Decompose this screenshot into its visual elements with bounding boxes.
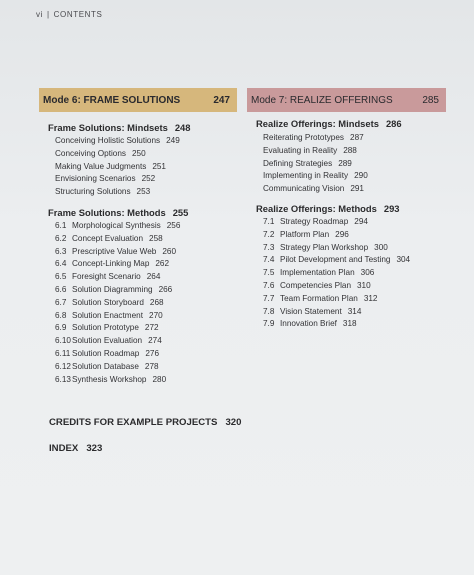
toc-entry [263, 318, 445, 331]
entry-page: 306 [360, 268, 375, 278]
mode7-mindsets-heading [256, 118, 445, 129]
entry-label: Team Formation Plan [280, 293, 358, 303]
mode6-methods-title: Frame Solutions: Methods [48, 206, 166, 218]
entry-page: 272 [144, 323, 159, 333]
entry-label: Solution Roadmap [72, 348, 140, 358]
toc-entry [263, 145, 445, 158]
entry-page: 250 [132, 148, 146, 158]
toc-entry [55, 220, 237, 233]
mode6-mindsets-page: 248 [174, 122, 191, 133]
toc-entry [55, 284, 237, 297]
entry-page: 258 [149, 233, 163, 243]
toc-entry [263, 170, 445, 183]
entry-label: Reiterating Prototypes [263, 133, 345, 142]
toc-entry [55, 310, 237, 323]
credits-entry [49, 417, 241, 428]
toc-entry [55, 271, 237, 284]
entry-label: Communicating Vision [263, 184, 345, 194]
entry-page: 253 [136, 187, 151, 197]
entry-page: 252 [141, 174, 156, 184]
entry-label: Evaluating in Reality [263, 145, 338, 155]
entry-label: Defining Strategies [263, 158, 333, 168]
entry-label: Conceiving Options [55, 148, 126, 158]
entry-page: 262 [155, 259, 170, 269]
toc-entry [263, 254, 445, 267]
mode7-banner [247, 88, 446, 112]
mode7-methods-heading [256, 203, 445, 214]
mode6-column [39, 88, 237, 386]
credits-page: 320 [225, 417, 242, 428]
entry-number: 7.6 [263, 280, 275, 290]
toc-entry [263, 293, 445, 306]
toc-entry [55, 161, 237, 174]
entry-number: 7.8 [263, 306, 275, 316]
mode7-title: Mode 7: REALIZE OFFERINGS [251, 94, 393, 106]
mode6-methods-list [55, 220, 237, 386]
entry-page: 266 [158, 284, 173, 294]
entry-number: 6.8 [55, 310, 67, 320]
index-page: 323 [86, 443, 103, 454]
entry-label: Concept-Linking Map [72, 259, 150, 269]
entry-page: 280 [152, 374, 167, 384]
entry-label: Vision Statement [280, 306, 342, 316]
mode6-mindsets-heading [48, 122, 237, 133]
entry-label: Solution Storyboard [72, 297, 144, 307]
toc-entry [55, 148, 237, 161]
entry-number: 6.2 [55, 233, 67, 243]
entry-label: Platform Plan [280, 229, 330, 239]
mode7-mindsets-page: 286 [385, 118, 402, 129]
entry-page: 291 [350, 184, 364, 194]
header-separator: | [46, 10, 50, 19]
entry-page: 294 [354, 216, 368, 226]
entry-label: Solution Database [72, 361, 139, 371]
entry-label: Pilot Development and Testing [280, 255, 391, 265]
entry-label: Implementing in Reality [263, 171, 349, 181]
entry-page: 312 [363, 293, 378, 303]
entry-page: 290 [354, 171, 368, 181]
entry-page: 287 [350, 133, 364, 142]
entry-label: Solution Prototype [72, 323, 139, 333]
mode7-mindsets-list [263, 132, 445, 196]
mode7-column [247, 88, 445, 331]
entry-page: 260 [162, 246, 177, 256]
entry-number: 6.12 [55, 361, 71, 371]
entry-label: Conceiving Holistic Solutions [55, 136, 161, 145]
index-label: INDEX [49, 443, 79, 454]
entry-label: Solution Evaluation [72, 336, 143, 346]
entry-number: 6.7 [55, 297, 67, 307]
entry-page: 288 [343, 145, 357, 155]
entry-page: 251 [152, 161, 166, 171]
entry-label: Envisioning Scenarios [55, 174, 136, 184]
entry-page: 276 [145, 348, 160, 358]
entry-number: 6.11 [55, 348, 71, 358]
entry-label: Competencies Plan [280, 280, 351, 290]
mode6-mindsets-title: Frame Solutions: Mindsets [48, 122, 168, 133]
toc-entry [55, 297, 237, 310]
mode6-methods-page: 255 [172, 206, 189, 218]
entry-number: 7.4 [263, 255, 275, 265]
toc-entry [55, 186, 237, 199]
entry-label: Making Value Judgments [55, 161, 147, 171]
toc-entry [55, 335, 237, 348]
entry-page: 314 [347, 306, 362, 316]
entry-page: 270 [149, 310, 163, 320]
entry-label: Morphological Synthesis [72, 220, 161, 230]
entry-page: 304 [396, 255, 411, 265]
entry-number: 6.9 [55, 323, 67, 333]
toc-entry [55, 135, 237, 148]
mode6-banner [39, 88, 237, 112]
toc-entry [55, 348, 237, 361]
toc-entry [263, 242, 445, 255]
toc-entry [55, 173, 237, 186]
page-number: vi [36, 10, 43, 19]
entry-label: Synthesis Workshop [72, 374, 147, 384]
entry-number: 7.2 [263, 229, 275, 239]
entry-page: 318 [342, 319, 357, 329]
mode7-methods-page: 293 [383, 202, 400, 214]
index-entry [49, 443, 102, 454]
entry-label: Implementation Plan [280, 268, 355, 278]
entry-number: 7.1 [263, 216, 275, 226]
entry-label: Innovation Brief [280, 319, 337, 329]
entry-page: 264 [146, 272, 161, 282]
mode6-page: 247 [213, 94, 230, 106]
running-head [36, 10, 102, 19]
entry-page: 274 [148, 336, 162, 346]
entry-page: 300 [374, 242, 388, 252]
mode7-mindsets-title: Realize Offerings: Mindsets [256, 118, 379, 129]
mode6-title: Mode 6: FRAME SOLUTIONS [43, 94, 181, 106]
entry-number: 6.1 [55, 220, 67, 230]
toc-entry [55, 322, 237, 335]
entry-page: 289 [338, 158, 352, 168]
mode6-mindsets-list [55, 135, 237, 199]
entry-label: Strategy Plan Workshop [280, 242, 369, 252]
toc-entry [263, 306, 445, 319]
entry-number: 6.5 [55, 272, 67, 282]
toc-entry [55, 246, 237, 259]
toc-entry [263, 267, 445, 280]
mode7-methods-title: Realize Offerings: Methods [256, 202, 377, 214]
entry-number: 6.6 [55, 284, 67, 294]
mode7-methods-list [263, 216, 445, 331]
toc-entry [263, 229, 445, 242]
mode6-methods-heading [48, 207, 237, 218]
entry-label: Solution Diagramming [72, 284, 153, 294]
running-head-title: CONTENTS [53, 10, 103, 19]
toc-entry [55, 233, 237, 246]
toc-entry [55, 361, 237, 374]
toc-entry [263, 132, 445, 145]
entry-number: 6.4 [55, 259, 67, 269]
entry-page: 278 [144, 361, 159, 371]
mode7-page: 285 [422, 94, 439, 106]
entry-number: 7.9 [263, 319, 275, 329]
entry-label: Prescriptive Value Web [72, 246, 157, 256]
toc-entry [55, 374, 237, 387]
entry-label: Strategy Roadmap [280, 216, 349, 226]
entry-number: 6.3 [55, 246, 67, 256]
toc-entry [263, 280, 445, 293]
entry-page: 249 [166, 136, 180, 145]
entry-label: Solution Enactment [72, 310, 144, 320]
entry-number: 7.5 [263, 268, 275, 278]
entry-page: 256 [166, 220, 181, 230]
entry-label: Structuring Solutions [55, 187, 131, 197]
toc-entry [263, 216, 445, 229]
credits-label: CREDITS FOR EXAMPLE PROJECTS [49, 417, 218, 428]
entry-number: 7.3 [263, 242, 275, 252]
entry-label: Concept Evaluation [72, 233, 144, 243]
entry-number: 7.7 [263, 293, 275, 303]
toc-entry [55, 258, 237, 271]
entry-number: 6.10 [55, 336, 71, 346]
entry-page: 310 [357, 280, 371, 290]
entry-label: Foresight Scenario [72, 272, 141, 282]
entry-page: 296 [335, 229, 349, 239]
toc-entry [263, 158, 445, 171]
entry-page: 268 [149, 297, 164, 307]
entry-number: 6.13 [55, 374, 71, 384]
toc-entry [263, 183, 445, 196]
